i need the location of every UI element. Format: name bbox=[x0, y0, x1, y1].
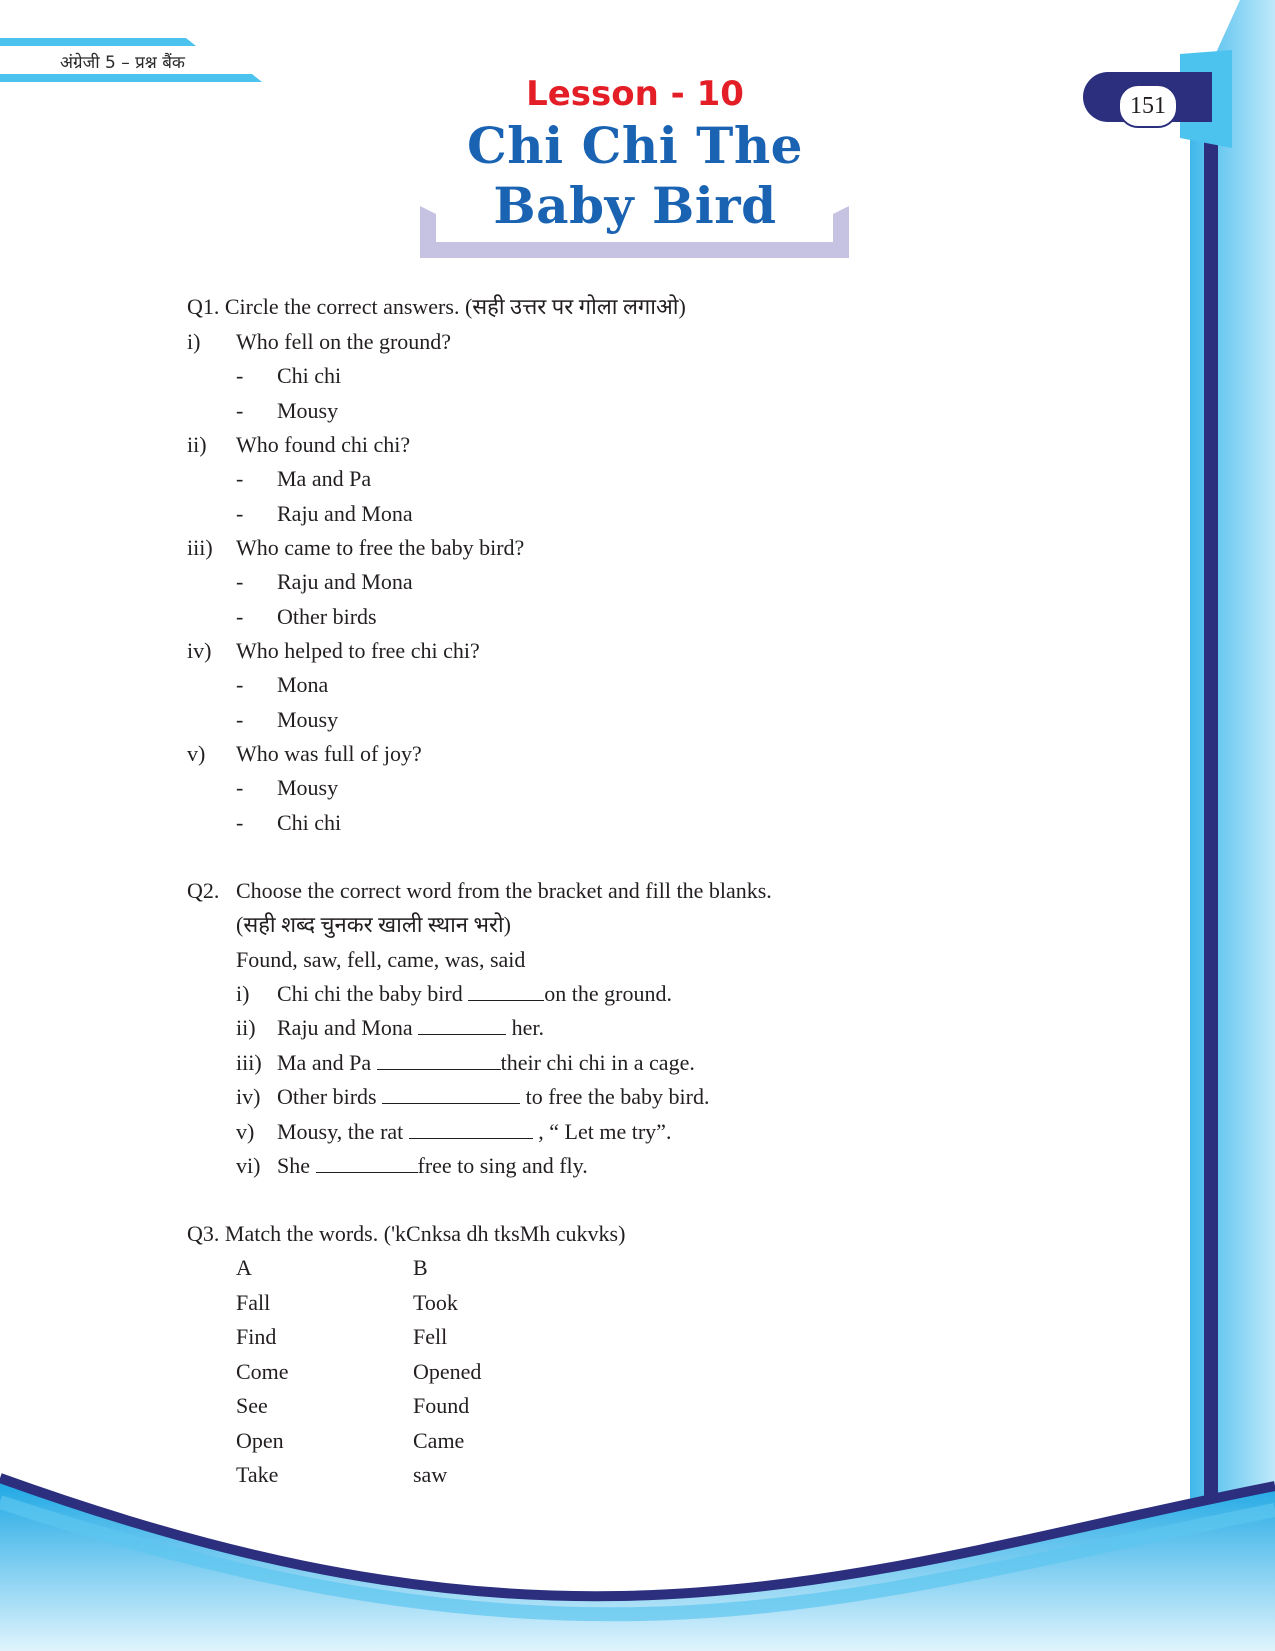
side-panel bbox=[1190, 0, 1275, 1651]
sentence-start: Ma and Pa bbox=[277, 1050, 377, 1075]
option-dash: - bbox=[236, 569, 244, 594]
q1-option: Ma and Pa bbox=[277, 466, 372, 491]
option-dash: - bbox=[236, 363, 244, 388]
answer-blank[interactable] bbox=[382, 1083, 520, 1104]
q2-sentence bbox=[277, 1118, 671, 1146]
q1-question: Who was full of joy? bbox=[236, 741, 422, 766]
column-b-header: B bbox=[413, 1255, 428, 1280]
match-word-a: Take bbox=[236, 1462, 279, 1487]
q2-item-number: i) bbox=[236, 981, 250, 1006]
q2-heading-hindi: (सही शब्द चुनकर खाली स्थान भरो) bbox=[236, 912, 512, 937]
q1-item-number: v) bbox=[187, 741, 206, 766]
match-word-a: Fall bbox=[236, 1290, 271, 1315]
book-tag: अंग्रेजी 5 – प्रश्न बैंक bbox=[60, 53, 185, 73]
header-stripe-top bbox=[0, 38, 196, 46]
match-word-b: Fell bbox=[413, 1324, 448, 1349]
match-word-b: Came bbox=[413, 1428, 465, 1453]
answer-blank[interactable] bbox=[316, 1152, 418, 1173]
option-dash: - bbox=[236, 672, 244, 697]
q1-option: Mousy bbox=[277, 707, 339, 732]
sentence-end: on the ground. bbox=[544, 981, 672, 1006]
q2-word-bank: Found, saw, fell, came, was, said bbox=[236, 947, 526, 972]
sentence-end: to free the baby bird. bbox=[520, 1084, 710, 1109]
sentence-end: free to sing and fly. bbox=[417, 1153, 588, 1178]
option-dash: - bbox=[236, 775, 244, 800]
column-a-header: A bbox=[236, 1255, 252, 1280]
sentence-start: Other birds bbox=[277, 1084, 383, 1109]
page-number: 151 bbox=[1118, 84, 1178, 128]
q1-option: Raju and Mona bbox=[277, 569, 413, 594]
q1-option: Chi chi bbox=[277, 363, 342, 388]
q2-item-number: iii) bbox=[236, 1050, 262, 1075]
sentence-end: , “ Let me try”. bbox=[532, 1119, 672, 1144]
q2-sentence bbox=[277, 1083, 709, 1111]
q1-option: Chi chi bbox=[277, 810, 342, 835]
sentence-start: Mousy, the rat bbox=[277, 1119, 409, 1144]
option-dash: - bbox=[236, 810, 244, 835]
option-dash: - bbox=[236, 707, 244, 732]
q1-item-number: iv) bbox=[187, 638, 212, 663]
q1-question: Who found chi chi? bbox=[236, 432, 411, 457]
q2-sentence bbox=[277, 980, 672, 1008]
sentence-end: her. bbox=[506, 1015, 545, 1040]
option-dash: - bbox=[236, 398, 244, 423]
match-word-a: Open bbox=[236, 1428, 284, 1453]
q2-item-number: vi) bbox=[236, 1153, 261, 1178]
q1-option: Mousy bbox=[277, 398, 339, 423]
match-word-a: Come bbox=[236, 1359, 289, 1384]
option-dash: - bbox=[236, 466, 244, 491]
q2-sentence bbox=[277, 1049, 695, 1077]
sentence-start: She bbox=[277, 1153, 316, 1178]
sentence-start: Chi chi the baby bird bbox=[277, 981, 469, 1006]
option-dash: - bbox=[236, 501, 244, 526]
answer-blank[interactable] bbox=[409, 1118, 533, 1139]
q2-item-number: v) bbox=[236, 1119, 255, 1144]
match-word-a: Find bbox=[236, 1324, 277, 1349]
q1-heading: Q1. Circle the correct answers. (सही उत्तर पर गोला लगाओ) bbox=[187, 294, 686, 319]
sentence-end: their chi chi in a cage. bbox=[500, 1050, 695, 1075]
q2-item-number: iv) bbox=[236, 1084, 261, 1109]
q1-option: Mousy bbox=[277, 775, 339, 800]
title-line-1: Chi Chi The bbox=[467, 116, 803, 175]
q2-sentence bbox=[277, 1152, 588, 1180]
q1-question: Who helped to free chi chi? bbox=[236, 638, 480, 663]
answer-blank[interactable] bbox=[468, 980, 544, 1001]
match-word-b: Found bbox=[413, 1393, 470, 1418]
sentence-start: Raju and Mona bbox=[277, 1015, 419, 1040]
match-word-b: Took bbox=[413, 1290, 458, 1315]
option-dash: - bbox=[236, 604, 244, 629]
match-word-a: See bbox=[236, 1393, 268, 1418]
side-navy-bar bbox=[1204, 60, 1218, 1500]
q1-item-number: i) bbox=[187, 329, 201, 354]
lesson-label: Lesson - 10 bbox=[526, 74, 744, 114]
answer-blank[interactable] bbox=[418, 1014, 506, 1035]
q1-item-number: ii) bbox=[187, 432, 207, 457]
q2-heading: Choose the correct word from the bracket and fill the blanks. bbox=[236, 878, 772, 903]
match-word-b: Opened bbox=[413, 1359, 482, 1384]
q1-option: Mona bbox=[277, 672, 329, 697]
q2-item-number: ii) bbox=[236, 1015, 256, 1040]
q1-option: Other birds bbox=[277, 604, 377, 629]
q1-question: Who fell on the ground? bbox=[236, 329, 452, 354]
q1-question: Who came to free the baby bird? bbox=[236, 535, 525, 560]
q2-number: Q2. bbox=[187, 878, 220, 903]
q3-heading: Q3. Match the words. ('kCnksa dh tksMh cukvks) bbox=[187, 1221, 626, 1246]
q1-item-number: iii) bbox=[187, 535, 213, 560]
answer-blank[interactable] bbox=[377, 1049, 501, 1070]
header-stripe-bottom bbox=[0, 74, 262, 82]
title-line-2: Baby Bird bbox=[493, 176, 777, 235]
match-word-b: saw bbox=[413, 1462, 448, 1487]
q1-option: Raju and Mona bbox=[277, 501, 413, 526]
q2-sentence bbox=[277, 1014, 544, 1042]
